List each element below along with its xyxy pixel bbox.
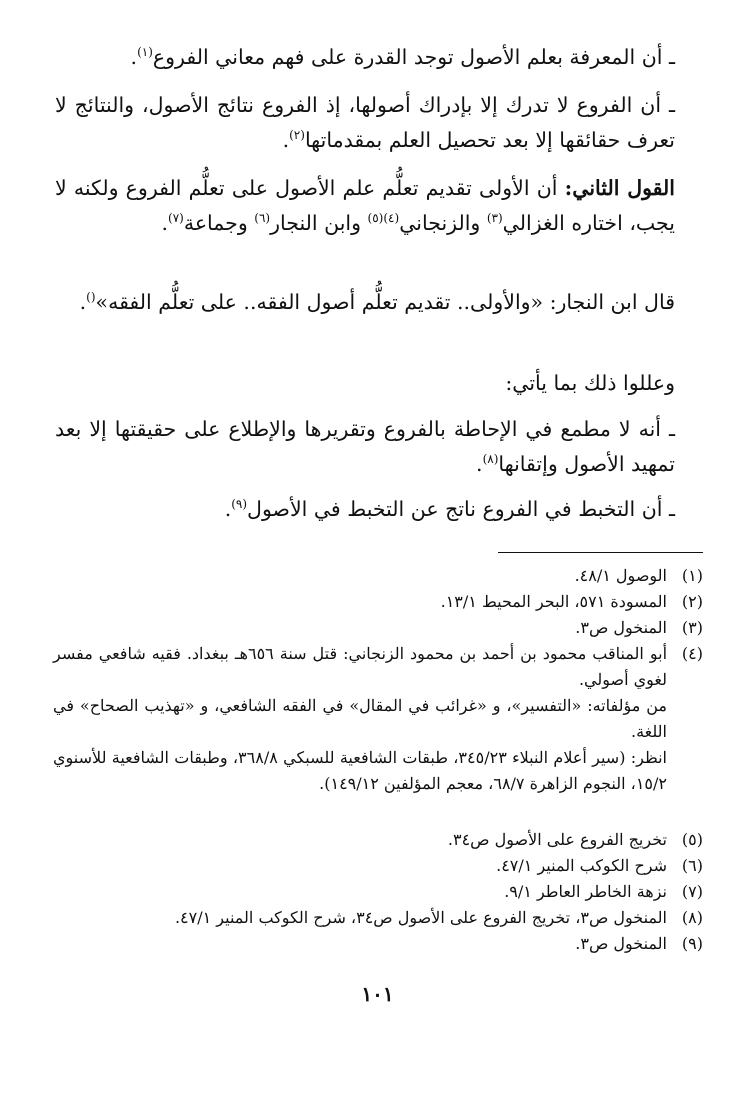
footnote-number: (٨) — [681, 908, 703, 927]
footnote-4-works — [53, 693, 703, 745]
footnote-2 — [53, 589, 703, 615]
paragraph-6-text: ـ أنه لا مطمع في الإحاطة بالفروع وتقريرها والإطلاع على حقيقتها إلا بعد تمهيد الأصول وإتقانها — [55, 417, 675, 476]
page-number: ١٠١ — [361, 982, 394, 1006]
footnote-number: (٥) — [681, 830, 703, 849]
footnote-text: تخريج الفروع على الأصول ص٣٤. — [447, 830, 667, 849]
paragraph-1-text: ـ أن المعرفة بعلم الأصول توجد القدرة على فهم معاني الفروع — [152, 45, 675, 69]
footnote-7 — [53, 879, 703, 905]
footnote-text: من مؤلفاته: «التفسير»، و «غرائب في المقال» في الفقه الشافعي، و «تهذيب الصحاح» في اللغة. — [53, 696, 667, 741]
paragraph-7: ـ أن التخبط في الفروع ناتج عن التخبط في الأصول$^{(٩)}$. — [224, 497, 675, 521]
footnote-number: (٩) — [681, 934, 703, 953]
footnote-ref-8[interactable]: (٨) — [482, 452, 499, 467]
footnotes — [53, 0, 703, 980]
footnote-number — [667, 693, 703, 745]
footnote-3 — [53, 615, 703, 641]
footnote-number: (٢) — [681, 592, 703, 611]
footnote-4-sources — [53, 745, 703, 797]
footnote-8 — [53, 905, 703, 931]
footnote-number: (١) — [681, 566, 703, 585]
section-label: القول الثاني: — [564, 176, 675, 200]
footnote-number: (٦) — [681, 856, 703, 875]
footnote-text: الوصول ٤٨/١. — [574, 566, 667, 585]
footnote-text: شرح الكوكب المنير ٤٧/١. — [496, 856, 667, 875]
paragraph-6: ـ أنه لا مطمع في الإحاطة بالفروع وتقريرها والإطلاع على حقيقتها إلا بعد تمهيد الأصول وإتقانها$^{(٨)}$. — [55, 417, 675, 476]
paragraph-5-text: وعللوا ذلك بما يأتي: — [505, 371, 675, 395]
footnote-ref-2[interactable]: (٢) — [289, 128, 305, 143]
footnote-1 — [53, 563, 703, 589]
footnote-ref-7[interactable]: (٧) — [168, 211, 184, 226]
footnote-text: المنخول ص٣. — [575, 618, 667, 637]
paragraph-1: ـ أن المعرفة بعلم الأصول توجد القدرة على فهم معاني الفروع$^{(١)}$. — [130, 45, 675, 69]
footnote-text: المنخول ص٣. — [575, 934, 667, 953]
footnote-5 — [53, 827, 703, 853]
paragraph-3: القول الثاني: أن الأولى تقديم تعلُّم علم الأصول على تعلُّم الفروع ولكنه لا يجب، اختاره الغزالي$^{(٣)}$ والزنجاني$^{(٤)(٥)}$ وابن النجار$^{(٦)}$ وجماعة$^{(٧)}$. — [55, 176, 675, 235]
footnote-6 — [53, 853, 703, 879]
footnote-ref-4[interactable]: (٤) — [383, 211, 400, 226]
paragraph-7-text: ـ أن التخبط في الفروع ناتج عن التخبط في الأصول — [247, 497, 675, 521]
footnote-number: (٤) — [681, 644, 703, 663]
paragraph-4-text: قال ابن النجار: «والأولى.. تقديم تعلُّم أصول الفقه.. على تعلُّم الفقه» — [95, 290, 675, 314]
footnote-number: (٧) — [681, 882, 703, 901]
footnote-text: المنخول ص٣، تخريج الفروع على الأصول ص٣٤، شرح الكوكب المنير ٤٧/١. — [174, 908, 667, 927]
footnote-text: المسودة ٥٧١، البحر المحيط ١٣/١. — [440, 592, 667, 611]
footnote-text: انظر: (سير أعلام النبلاء ٣٤٥/٢٣، طبقات الشافعية للسبكي ٣٦٨/٨، وطبقات الشافعية للأسنوي ١٥/٢، النجوم الزاهرة ٦٨/٧، معجم المؤلفين ١٤٩/١٢). — [53, 748, 667, 793]
footnote-ref-3[interactable]: (٣) — [486, 211, 503, 226]
footnote-ref-9[interactable]: (٩) — [231, 497, 248, 512]
footnote-text: نزهة الخاطر العاطر ٩/١. — [504, 882, 667, 901]
paragraph-2-text: ـ أن الفروع لا تدرك إلا بإدراك أصولها، إذ الفروع نتائج الأصول، والنتائج لا تعرف حقائقها إلا بعد تحصيل العلم بمقدماتها — [55, 93, 675, 152]
footnote-text: أبو المناقب محمود بن أحمد بن محمود الزنجاني: قتل سنة ٦٥٦هـ ببغداد. فقيه شافعي مفسر لغوي أصولي. — [53, 644, 668, 689]
footnote-4 — [53, 641, 703, 693]
footnote-9 — [53, 931, 703, 957]
paragraph-4: قال ابن النجار: «والأولى.. تقديم تعلُّم أصول الفقه.. على تعلُّم الفقه»(). — [79, 290, 675, 314]
footnote-ref-empty[interactable]: () — [86, 290, 96, 305]
footnote-number: (٣) — [681, 618, 703, 637]
footnote-ref-6[interactable]: (٦) — [254, 211, 271, 226]
footnote-number — [667, 745, 703, 797]
footnote-ref-5[interactable]: (٥) — [367, 211, 384, 226]
footnote-ref-1[interactable]: (١) — [137, 45, 153, 60]
paragraph-2: ـ أن الفروع لا تدرك إلا بإدراك أصولها، إذ الفروع نتائج الأصول، والنتائج لا تعرف حقائقها إلا بعد تحصيل العلم بمقدماتها$^{(٢)}$. — [55, 93, 675, 152]
